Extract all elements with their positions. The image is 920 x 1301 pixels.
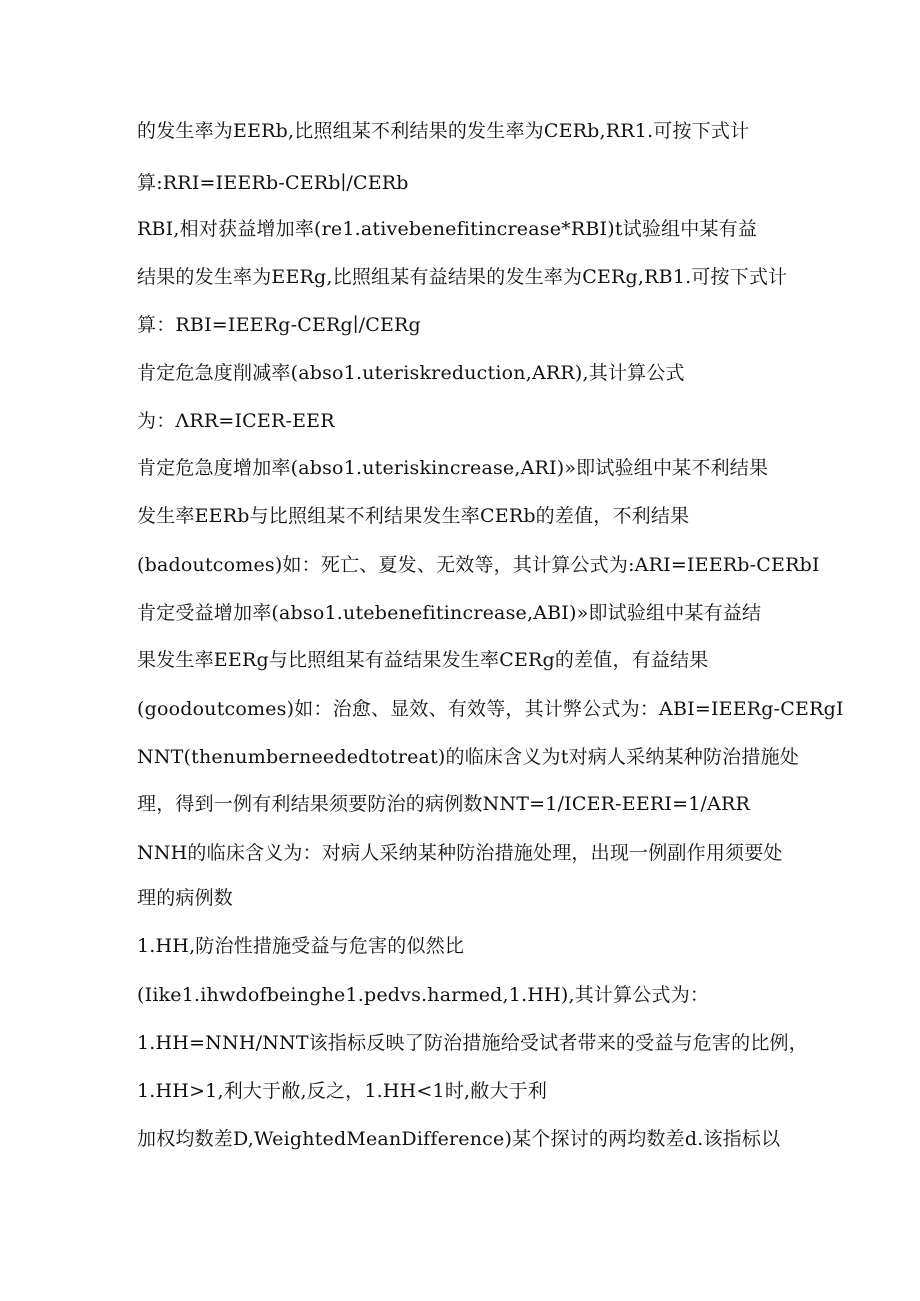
text-line-7: 为：ΛRR=ICER-EER xyxy=(137,410,335,432)
text-line-12: 果发生率EERg与比照组某有益结果发生率CERg的差值，有益结果 xyxy=(137,649,709,671)
text-line-22: 加权均数差D,WeightedMeanDifference)某个探讨的两均数差d.该指标以 xyxy=(137,1128,781,1150)
text-line-21: 1.HH>1,利大于敝,反之，1.HH<1时,敝大于利 xyxy=(137,1080,548,1102)
text-line-9: 发生率EERb与比照组某不利结果发生率CERb的差值，不利结果 xyxy=(137,505,690,527)
text-line-3: RBI,相对获益增加率(re1.ativebenefitincrease*RBI)t试验组中某有益 xyxy=(137,218,758,240)
text-line-14: NNT(thenumberneededtotreat)的临床含义为t对病人采纳某种防治措施处 xyxy=(137,746,799,768)
text-line-4: 结果的发生率为EERg,比照组某有益结果的发生率为CERg,RB1.可按下式计 xyxy=(137,266,788,288)
text-line-8: 肯定危急度增加率(abso1.uteriskincrease,ARI)»即试验组中某不利结果 xyxy=(137,457,769,479)
text-line-10: (badoutcomes)如：死亡、夏发、无效等，其计算公式为:ARI=IEERb-CERbI xyxy=(137,554,820,576)
text-line-18: 1.HH,防治性措施受益与危害的似然比 xyxy=(137,935,465,957)
text-line-5: 算：RBI=IEERg-CERg∣/CERg xyxy=(137,314,421,336)
text-line-6: 肯定危急度削减率(abso1.uteriskreduction,ARR),其计算公式 xyxy=(137,362,685,384)
text-line-13: (goodoutcomes)如：治愈、显效、有效等，其计弊公式为：ABI=IEERg-CERgI xyxy=(137,698,844,720)
text-line-2: 算:RRI=IEERb-CERb∣/CERb xyxy=(137,172,409,194)
text-line-17: 理的病例数 xyxy=(137,887,234,909)
text-line-19: (Iike1.ihwdofbeinghe1.pedvs.harmed,1.HH),其计算公式为： xyxy=(137,984,710,1006)
text-line-15: 理，得到一例有利结果须要防治的病例数NNT=1∕ICER-EERI=1∕ARR xyxy=(137,793,751,815)
text-line-1: 的发生率为EERb,比照组某不利结果的发生率为CERb,RR1.可按下式计 xyxy=(137,120,750,142)
text-line-11: 肯定受益增加率(abso1.utebenefitincrease,ABI)»即试验组中某有益结 xyxy=(137,602,762,624)
text-line-20: 1.HH=NNH/NNT该指标反映了防治措施给受试者带来的受益与危害的比例， xyxy=(137,1032,808,1054)
text-line-16: NNH的临床含义为：对病人采纳某种防治措施处理，出现一例副作用须要处 xyxy=(137,842,783,864)
